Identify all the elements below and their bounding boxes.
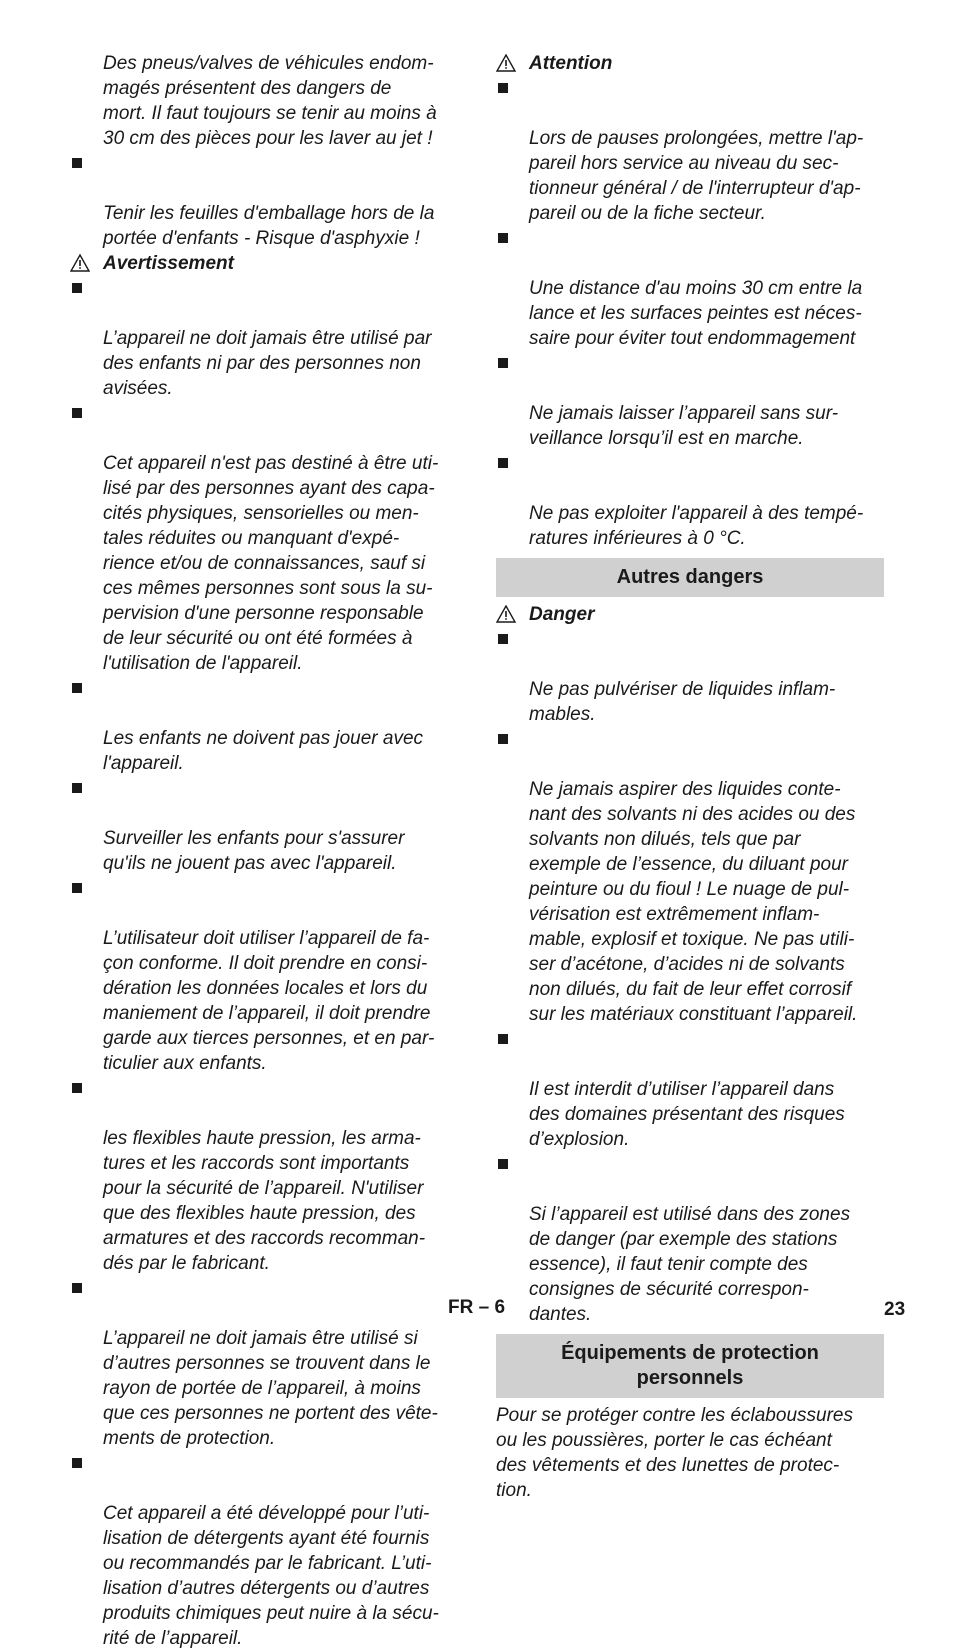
square-bullet-icon — [72, 158, 82, 168]
square-bullet-icon — [498, 458, 508, 468]
list-item — [70, 876, 462, 1076]
square-bullet-icon — [72, 1283, 82, 1293]
list-item-text: les flexibles haute pression, les arma- tures et les raccords sont importants pour la sécurité de l’appareil. N'utiliser que des flexibles haute pression, des armatures et des raccords recomman- dés par le fabricant. — [103, 1128, 426, 1274]
list-item — [70, 1076, 462, 1276]
list-item — [70, 151, 462, 251]
warning-triangle-icon — [496, 54, 516, 72]
square-bullet-icon — [498, 83, 508, 93]
list-item — [496, 76, 884, 226]
danger-notice — [496, 602, 884, 627]
list-item — [70, 1451, 462, 1651]
list-item — [496, 627, 884, 727]
warning-label: Avertissement — [103, 253, 234, 274]
list-item-text: Une distance d'au moins 30 cm entre la lance et les surfaces peintes est néces- saire pour éviter tout endommagement — [529, 278, 863, 349]
square-bullet-icon — [72, 683, 82, 693]
list-item — [70, 401, 462, 676]
list-item — [70, 1276, 462, 1451]
list-item-text: Lors de pauses prolongées, mettre l'ap- pareil hors service au niveau du sec- tionneur général / de l'interrupteur d'ap- pareil ou de la fiche secteur. — [529, 128, 864, 224]
square-bullet-icon — [498, 358, 508, 368]
list-item-text: Il est interdit d’utiliser l’appareil dans des domaines présentant des risques d’explosion. — [529, 1079, 845, 1150]
square-bullet-icon — [72, 1083, 82, 1093]
list-item-text: L’appareil ne doit jamais être utilisé si d’autres personnes se trouvent dans le rayon de portée de l’appareil, à moins que ces personnes ne portent des vête- ments de protection. — [103, 1328, 438, 1449]
section-heading-equipements: Équipements de protection personnels — [496, 1334, 884, 1398]
list-item-text: Cet appareil a été développé pour l’uti- lisation de détergents ayant été fournis ou recommandés par le fabricant. L’uti- lisation d’autres détergents ou d’autres produits chimiques peut nuire à la sécu- rité de l’appareil. — [103, 1503, 439, 1649]
square-bullet-icon — [72, 408, 82, 418]
left-column — [70, 51, 462, 1651]
square-bullet-icon — [72, 783, 82, 793]
square-bullet-icon — [498, 1034, 508, 1044]
square-bullet-icon — [498, 233, 508, 243]
list-item — [70, 676, 462, 776]
section-heading-autres-dangers: Autres dangers — [496, 558, 884, 597]
list-item — [496, 1152, 884, 1327]
continuation-text: Des pneus/valves de véhicules endom- magés présentent des dangers de mort. Il faut toujours se tenir au moins à 30 cm des pièces pour les laver au jet ! — [103, 53, 437, 149]
list-item-text: Cet appareil n'est pas destiné à être uti- lisé par des personnes ayant des capa- cités physiques, sensorielles ou men- tales réduites ou manquant d'expé- rience et/ou de connaissances, sauf si ces mêmes personnes sont sous la su- pervision d'une personne responsable de leur sécurité ou ont été formées à l'utilisation de l'appareil. — [103, 453, 439, 674]
square-bullet-icon — [498, 1159, 508, 1169]
square-bullet-icon — [72, 283, 82, 293]
warning-notice — [70, 251, 462, 276]
list-item — [496, 451, 884, 551]
list-item-text: L’utilisateur doit utiliser l’appareil de fa- çon conforme. Il doit prendre en consi- dération les données locales et lors du maniement de l’appareil, il doit prendre garde aux tierces personnes, et en par- ticulier aux enfants. — [103, 928, 435, 1074]
attention-notice — [496, 51, 884, 76]
warning-triangle-icon — [70, 254, 90, 272]
list-item — [496, 226, 884, 351]
list-item-text: L’appareil ne doit jamais être utilisé par des enfants ni par des personnes non avisées. — [103, 328, 432, 399]
right-column — [496, 51, 884, 1503]
list-item-text: Tenir les feuilles d'emballage hors de la portée d'enfants - Risque d'asphyxie ! — [103, 203, 435, 249]
list-item — [496, 727, 884, 1027]
list-item-text: Ne jamais laisser l’appareil sans sur- veillance lorsqu’il est en marche. — [529, 403, 839, 449]
list-item — [70, 276, 462, 401]
list-item-text: Ne jamais aspirer des liquides conte- nant des solvants ni des acides ou des solvants non dilués, tels que par exemple de l’essence, du diluant pour peinture ou du fioul ! Le nuage de pul- vérisation est extrêmement inflam- mable, explosif et toxique. Ne pas utili- ser d’acétone, d’acides ni de solvants non dilués, du fait de leur effet corrosif sur les matériaux constituant l’appareil. — [529, 779, 858, 1025]
list-item-text: Les enfants ne doivent pas jouer avec l'appareil. — [103, 728, 424, 774]
page-number: 23 — [884, 1299, 906, 1320]
square-bullet-icon — [498, 634, 508, 644]
list-item — [70, 776, 462, 876]
list-item-text: Ne pas exploiter l'appareil à des tempé- ratures inférieures à 0 °C. — [529, 503, 864, 549]
square-bullet-icon — [498, 734, 508, 744]
list-item-text: Ne pas pulvériser de liquides inflam- mables. — [529, 679, 836, 725]
square-bullet-icon — [72, 1458, 82, 1468]
list-item — [496, 1027, 884, 1152]
list-item — [496, 351, 884, 451]
attention-label: Attention — [529, 53, 613, 74]
danger-label: Danger — [529, 604, 595, 625]
list-item-text: Surveiller les enfants pour s'assurer qu'ils ne jouent pas avec l'appareil. — [103, 828, 405, 874]
protection-paragraph: Pour se protéger contre les éclaboussures ou les poussières, porter le cas échéant des vêtements et des lunettes de protec- tion. — [496, 1405, 853, 1501]
list-item-text: Si l’appareil est utilisé dans des zones de danger (par exemple des stations essence), il faut tenir compte des consignes de sécurité correspon- dantes. — [529, 1204, 851, 1325]
warning-triangle-icon — [496, 605, 516, 623]
square-bullet-icon — [72, 883, 82, 893]
footer-section-ref: FR – 6 — [448, 1297, 506, 1318]
